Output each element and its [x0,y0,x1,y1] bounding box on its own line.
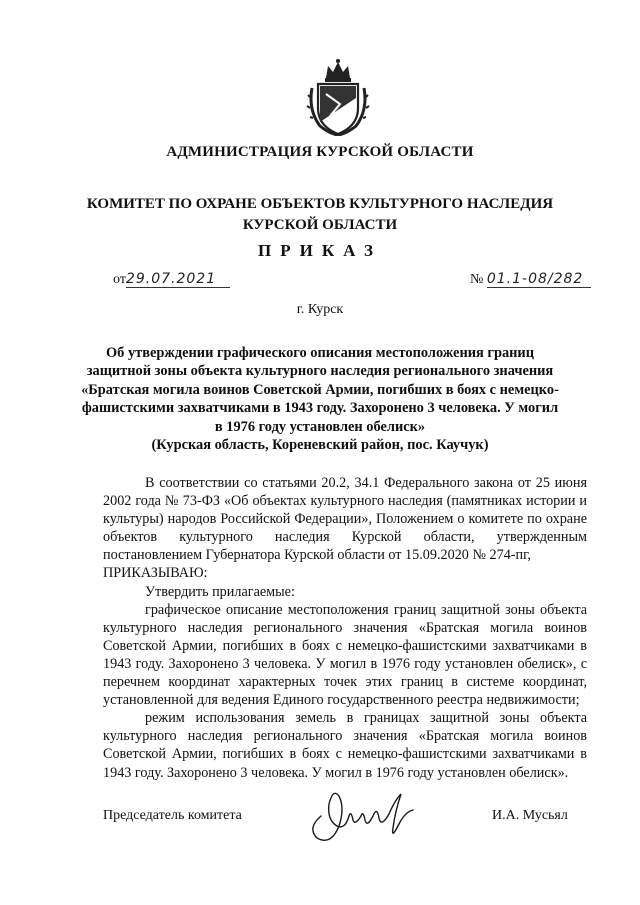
city-label: г. Курск [296,302,344,317]
committee-heading [0,194,640,236]
date-field [113,271,230,288]
title-line: защитной зоны объекта культурного наследия регионального значения [86,363,554,380]
title-line: «Братская могила воинов Советской Армии, погибших в боях с немецко- [81,381,559,398]
handwritten-signature [303,786,428,846]
signatory-position: Председатель комитета [103,808,242,823]
order-keyword: ПРИКАЗЫВАЮ: [103,565,208,582]
administration-heading: АДМИНИСТРАЦИЯ КУРСКОЙ ОБЛАСТИ [166,144,474,160]
body-paragraph: графическое описание местоположения границ защитной зоны объекта культурного наследия регионального значения «Братская могила воинов Советской Армии, погибших в боях с немецко-фашистскими захватчиками в 1943 году. Захоронено 3 человека. У могил в 1976 году установлен обелиск», с перечнем координат характерных точек этих границ в системе координат, установленной для ведения Единого государственного реестра недвижимости; [103,601,587,709]
title-line: фашистскими захватчиками в 1943 году. Захоронено 3 человека. У могил [81,400,559,417]
committee-heading-line1: КОМИТЕТ ПО ОХРАНЕ ОБЪЕКТОВ КУЛЬТУРНОГО НАСЛЕДИЯ [86,196,554,212]
body-paragraph: В соответствии со статьями 20.2, 34.1 Федерального закона от 25 июня 2002 года № 73-ФЗ «Об объектах культурного наследия (памятниках истории и культуры) народов Российской Федерации», Положением о комитете по охране объектов культурного наследия Курской области, утвержденным постановлением Губернатора Курской области от 15.09.2020 № 274-пг, [103,475,587,564]
date-prefix: от [113,272,126,287]
document-type: ПРИКАЗ [258,241,382,260]
date-value: 29.07.2021 [126,271,230,288]
document-title [0,344,640,454]
title-line: в 1976 году установлен обелиск» [214,418,426,435]
title-line: Об утверждении графического описания местоположения границ [105,345,535,361]
number-value: 01.1-08/282 [487,271,591,288]
coat-of-arms-icon [306,58,370,136]
signatory-name: И.А. Мусьял [492,808,568,823]
body-paragraph: Утвердить прилагаемые: [145,583,295,600]
document-body [103,474,587,782]
title-line: (Курская область, Кореневский район, пос. Каучук) [151,437,489,454]
number-prefix: № [470,272,484,287]
body-paragraph: режим использования земель в границах защитной зоны объекта культурного наследия регионального значения «Братская могила воинов Советской Армии, погибших в боях с немецко-фашистскими захватчиками в 1943 году. Захоронено 3 человека. У могил в 1976 году установлен обелиск». [103,710,587,781]
committee-heading-line2: КУРСКОЙ ОБЛАСТИ [242,217,398,233]
number-field [470,271,591,288]
